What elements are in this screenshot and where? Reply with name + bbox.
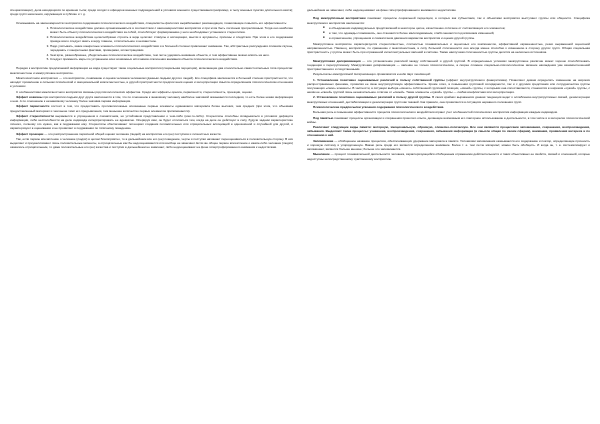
term-text: понимают процессы организации и сохранения прошлого опыта, делающие возможным его повторное использование в деятельности, в том числе и в интересах психологической войны. <box>307 115 590 124</box>
paragraph: специализации), дела находящихся по времени тыла; среди солдат и офицеров военных подразделений в условиях военного существования (например, в тылу военных пунктах длительного вахта); среди групп населения, окружающих в публике и т. д. <box>10 8 293 17</box>
paragraph <box>307 59 590 71</box>
list-item: 5. Следует применять меры по устранению всех возможных источников отвлечения внимания объекта психологического воздействия. <box>50 57 293 61</box>
term: Под памятью <box>313 115 334 120</box>
term-text: В своих крайних выражениях данная тенденция ведет к ослаблению внутригрупповых связей, дезинтеграции межгрупповых отношений, дестабилизации и дезинтеграции групп как таковой. Как правило, она проявляется в ситуациях неравного положения групп. <box>307 95 590 104</box>
paragraph <box>307 16 590 24</box>
paragraph: Нередко к восприятию предлагаемой информации ее вида существуют такие социальные восприятия (социальная перцепция), включающие два относительно самостоятельных типа процессов: межличностное и межгрупповое восприятие. <box>10 66 293 75</box>
term: Эффект проекции <box>16 131 44 136</box>
term-text: понимают процессы социальной перцепции, в которых как субъектами, так и объектами восприятия выступают группы или общности. Специфика межгруппового восприятия заключается: <box>307 16 590 25</box>
term-text: — это установление различий между собственной и другой группой. В определенных условиях межгрупповое различие может хорошо способствовать тенденции к перегрупповому. Межгрупповая дискриминация — явление не только психологическое, а скорее сложное социально-психологическое явление нахождения уже взаимоотношений пространственного и сходственными. <box>307 58 590 71</box>
term: 1. Установление позитивно оцениваемых различий в пользу собственной группы <box>313 77 445 82</box>
specifics-list <box>307 26 590 40</box>
recommendations-list <box>10 26 293 62</box>
paragraph: Различают следующие виды памяти: моторную, эмоциональную, образную, словесно-логическую. Все они являются процессами запоминания, сохранения, воспроизведения, забывания. Выделяют также процессы: узнавания, воспроизведения, сохранения, забывания информации (в смысле общая по своим сферам), внимания, проявления интереса и по отношению к ней. <box>307 125 590 138</box>
list-item: ■ в ограниченном, упрощенном и схематичном давлении вариантов восприятия и оценки другой группы. <box>329 36 590 40</box>
right-column <box>307 8 590 418</box>
list-item: 2. Психологическое воздействие целесообразно строить в виде цепочки: стимулы и ассоциации, мысли и аргументы, причины и следствия. При этом в его содержании прежде всего следует иметь в виду главное, отличительное и неизвестное. <box>50 35 293 43</box>
term: Межличностное восприятие <box>16 75 59 80</box>
paragraph: дальнейшем не замечают, либо недооценивают на фоне гипертрофированного внимания к недостаткам. <box>307 8 457 12</box>
paragraph <box>307 78 590 95</box>
term-text: — это восприятие, понимание и оценка человека человеком (данным людьми другого людей). Его специфика заключается в большей степени пристрастности, что находит проявление в сильном психической и эмоциональной компетентностью, в другой пристрастности предпочтения оценки и интерпретации смысла определённом психологическом отношения в условиях. <box>10 75 293 89</box>
paragraph: Межгрупповое восприятие характеризуется стереотипностью, слитностью познавательных и оценочных его компонентов, эффективной окрашенностью, резко выраженной оценочной направленностью. Наконец, восприятие, по сравнению с межличностным, в силу большой сплоченности оно всегда менее способно к изменению в сторону других групп. Общая социальная пристрастность у группы может быть при отраженной интеллектуальных явлений в системе. Также наилучшая сплоченностью группы делится на несколько источников. <box>307 41 590 55</box>
left-column <box>10 8 293 418</box>
paragraph <box>307 139 590 151</box>
term: Эффект новизны <box>16 94 43 99</box>
paragraph <box>10 132 293 136</box>
list-item: 4. Чем ярче, разнообразнее, убедительнее психологическое воздействие, тем легче удержать внимание объекта, и тем эффективнее можно влиять на него. <box>50 53 293 57</box>
paragraph <box>10 76 293 88</box>
paragraph <box>10 104 293 112</box>
paragraph <box>10 114 293 131</box>
term-text: — это распространение первичной общей оценки человека (людей) на восприятие его (ее) поступков и личностных качеств. <box>43 131 222 136</box>
term-text: (эффект внутригруппового фаворитизма). Позволяют домам определять изменение на широких распространённых феномен, проявляя ее свою внутригрупповую эффективность. Кроме этого, в повышении групповой солидарности, так и с другими средствами или сотрудничества группы получающих «свои» элементы. В частности, в ситуации выбора «своего» собственной групповой позиции, «своей» группы, с которыми она сопоставляется, становятся в широком «чужой» группы, с неким ее «своей» группой лишь незначительное отличие от «своей». Такие элементы «чужой» группы — любая конфликтная или интерпретация. <box>307 77 590 95</box>
term-text: выражается в упрощенном и схематичном, но устойчивом представлении о чем-либо (ком-то-либо). Стереотипы способны складываться в условиях дефицита информации, либо неспособности на деле индивида интерпретировать ее адекватно. Оперируя ими, он будет отличаться тем, когда на деле он действует в силу, будучи задним характеристике личного, полному это нужно, как в подражании ему. Стереотипы обеспечивают потенциал создания положительных или отрицательных ассоциаций в однозначной и случайной для другой, и характеризуют в оценивании и не проявляет в подражании по типичному поведению. <box>10 113 293 131</box>
paragraph <box>10 95 293 103</box>
term: Межгрупповая дискриминация <box>313 58 361 63</box>
term-text: — процесс познавательной деятельности человека, характеризующийся обобщенным отражением действительности и таких объективных ее свойств, связей и отношений, которые недоступны непосредственному чувственному восприятию. <box>307 152 590 161</box>
term-text: — обобщенное название процессов, обеспечивающих удержание материала в памяти. Условиями запоминания оказываются его содержание и повтор, определяющие прочность и хорошую систему и упорядоченную. Важно роль среди его является определенное внимание. Более т. е. тем легче материал; можно быть обобщить. И когда он, т. в. систематизирует и запоминают, является больше внешне; больше это запоминается. <box>307 138 590 152</box>
paragraph: Большая роль в повышении эффективности процесса психологического воздействия играют учет особенностей психического восприятия информации каждым индивидом. <box>313 110 558 115</box>
paragraph: Так, если первое впечатление о человеке (людях) в целом благоприятно, то в дальнейшем все его (ее) поведение, черты и поступки начинают переоцениваться в положительную сторону. В них выделяют и преувеличивают лишь положительные моменты, а отрицательные как бы недооцениваются или вообще не замечают. Если же общее первое впечатление о каком-либо человеке (людях) оказалось отрицательным, то даже положительные его (ее) качества и поступки в дальнейшем не замечают, либо недооценивают на фоне гипертрофированного внимания к недостаткам. <box>10 137 293 150</box>
list-item: 3. Надо учитывать, какие конкретные элементы психологического воздействия и в большей степени привлекают внимание. Так, абстрактные рассуждения слишком скучны, чередовать с конкретными фактами, примерами, иллюстрациями. <box>50 44 293 52</box>
paragraph: С особенностями межличностного восприятия связаны ряд психологических эффектов. Среди них эффекты ореола, первичности, стереотипность, проекции, оценки. <box>16 89 253 94</box>
term: Эффект стереотипности <box>16 113 54 118</box>
paragraph <box>307 95 590 103</box>
term: Мышление <box>313 152 330 157</box>
term: 2. Установление позитивно оцениваемых различий в пользу другой группы. <box>313 95 432 100</box>
term: Под межгрупповым восприятием <box>313 16 366 21</box>
paragraph <box>307 152 590 160</box>
term-text: состоит в том, что предоставить противоположные опознанные первые элементы одинакового материала более высоких, чем средних (при этом, что объемная предоставленный материал и чем выше темп его предъявления, тем меньшее количество первых элементов припоминается). <box>10 104 293 113</box>
paragraph <box>307 116 590 124</box>
list-item: ■ в том, что однажды сложившись, оно становится более малоподвижным, слабо меняется под влиянием изменений; <box>329 31 590 35</box>
term: Запоминание <box>313 138 334 143</box>
term: Эффект первичности <box>16 104 50 109</box>
paragraph: Результаты межгрупповой дискриминации проявляются в виде двух тенденций: <box>313 72 431 77</box>
paragraph: Основываясь на закономерностях восприятия содержания психологического воздействия, специалисты-филологи вырабатывают рекомендации, позволяющие повысить его эффективность: <box>16 20 288 25</box>
list-item: 1. Психологическое воздействие должно организовываться в соответствии с закономерностями восприятия и при этом быть логичным прогрессивным. Тогда оно наиболее может быть объекту психологического воздействия за собой, способствует формированию у него необходимых установок и стереотипов. <box>50 26 293 34</box>
section-heading: Психологические предпосылки усвоения содержания психологического воздействия. <box>313 104 445 109</box>
list-item: ■ в объединении индивидуальных представлений в некоторое целое, качественно отличное от составляющих его элементов; <box>329 26 590 30</box>
term-text: при восприятии людьми друг друга заключается в том, что по отношению к знакомому человеку наиболее значимой оказывается последняя, то есть более новая информация о нем. А по отношению к незнакомому человеку более значима первая информация. <box>10 94 293 104</box>
